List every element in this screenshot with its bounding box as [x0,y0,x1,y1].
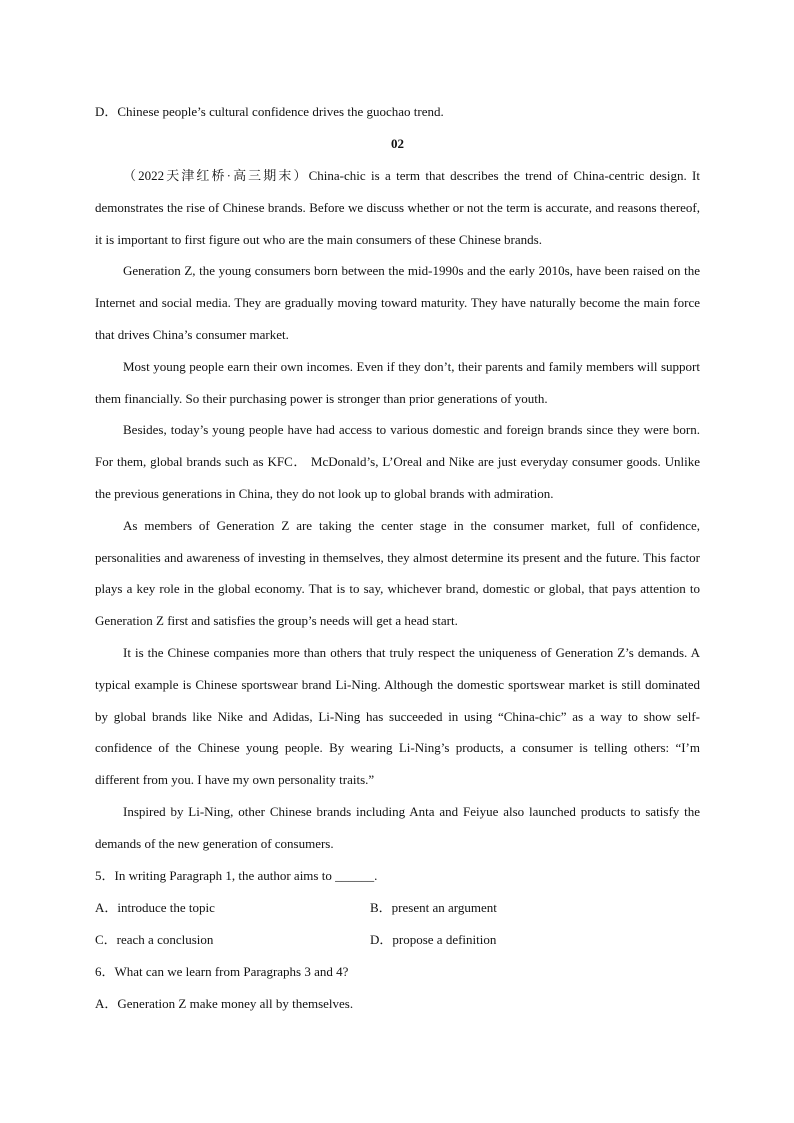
option-b: B．present an argument [370,899,497,915]
option-a: A．introduce the topic [95,899,215,915]
reading-passage [95,160,700,860]
question-6 [95,956,700,1020]
question-5-stem: 5．In writing Paragraph 1, the author aims to ______. [95,867,378,883]
question-6-stem: 6．What can we learn from Paragraphs 3 and 4? [95,963,349,979]
passage-paragraph-3: Most young people earn their own incomes. Even if they don’t, their parents and family members will support them financially. So their purchasing power is stronger than prior generations of youth. [95,358,700,406]
passage-paragraph-6: It is the Chinese companies more than others that truly respect the uniqueness of Generation Z’s demands. A typical example is Chinese sportswear brand Li-Ning. Although the domestic sportswear market is still dominated by global brands like Nike and Adidas, Li-Ning has succeeded in using “China-chic” as a way to show self-confidence of the Chinese young people. By wearing Li-Ning’s products, a consumer is telling others: “I’m different from you. I have my own personality traits.” [95,644,700,788]
question-5-options-row-1 [95,892,700,924]
passage-paragraph-2: Generation Z, the young consumers born between the mid-1990s and the early 2010s, have been raised on the Internet and social media. They are gradually moving toward maturity. They have naturally become the main force that drives China’s consumer market. [95,263,700,342]
passage-paragraph-5: As members of Generation Z are taking the center stage in the consumer market, full of confidence, personalities and awareness of investing in themselves, they almost determine its present and the future. This factor plays a key role in the global economy. That is to say, whichever brand, domestic or global, that pays attention to Generation Z first and satisfies the group’s needs will get a head start. [95,517,700,629]
passage-paragraph-1: （2022天津红桥·高三期末）China-chic is a term that describes the trend of China-centric design. It demonstrates the rise of Chinese brands. Before we discuss whether or not the term is accurate, and reasons thereof, it is important to first figure out who are the main consumers of these Chinese brands. [95,168,700,247]
option-a: A．Generation Z make money all by themselves. [95,995,354,1011]
question-5-options-row-2 [95,924,700,956]
exam-page [95,96,700,1020]
option-c: C．reach a conclusion [95,931,214,947]
passage-paragraph-7: Inspired by Li-Ning, other Chinese brands including Anta and Feiyue also launched products to satisfy the demands of the new generation of consumers. [95,803,700,851]
passage-paragraph-4: Besides, today’s young people have had access to various domestic and foreign brands since they were born. For them, global brands such as KFC． McDonald’s, L’Oreal and Nike are just everyday consumer goods. Unlike the previous generations in China, they do not look up to global brands with admiration. [95,422,700,501]
question-5 [95,860,700,956]
previous-option-d: D．Chinese people’s cultural confidence drives the guochao trend. [95,104,444,119]
section-title: 02 [391,136,404,151]
option-d: D．propose a definition [370,931,497,947]
